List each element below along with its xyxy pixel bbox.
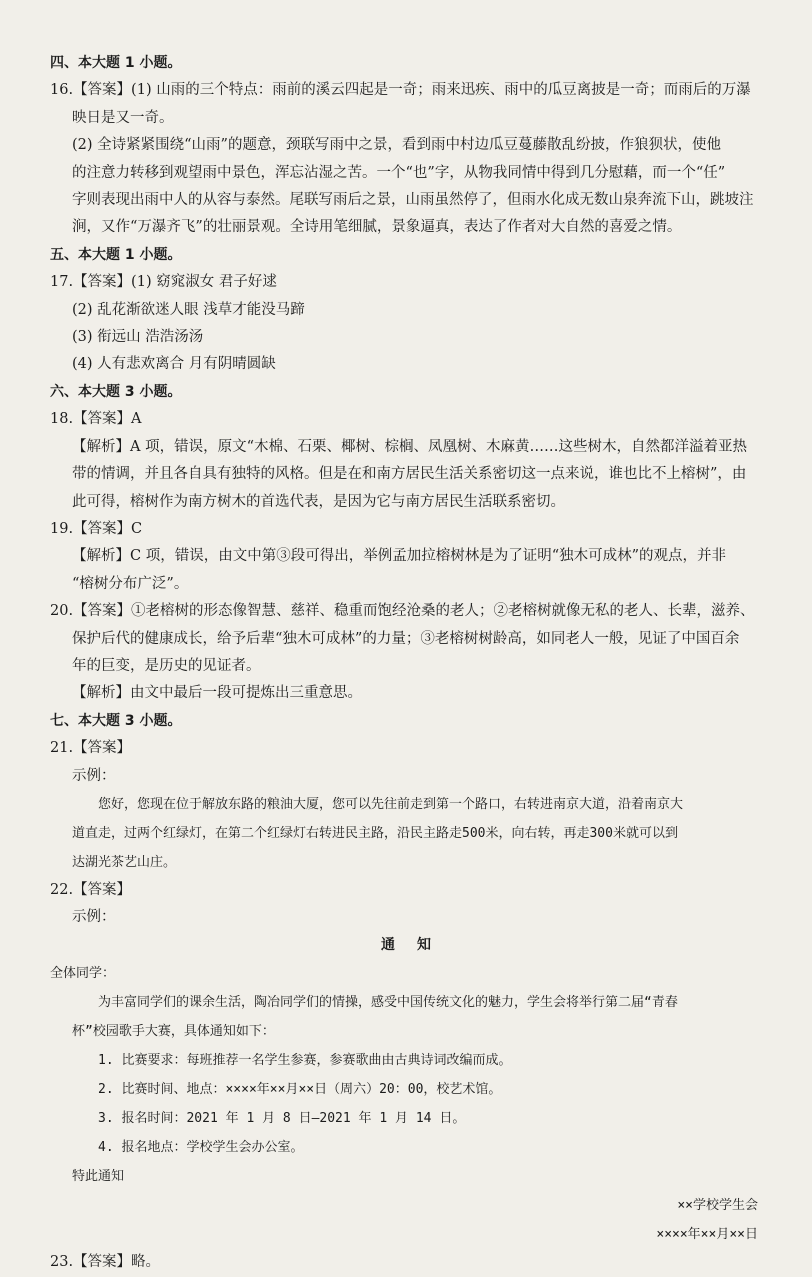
section-heading: 七、本大题 3 小题。 — [50, 712, 182, 729]
text-line: 示例： — [72, 909, 116, 926]
text-line: (4) 人有悲欢离合 月有阴晴圆缺 — [72, 356, 276, 373]
text-line: 19.【答案】C — [50, 520, 143, 537]
text-line: 达湖光茶艺山庄。 — [72, 854, 177, 870]
text-line: 映日是又一奇。 — [72, 109, 174, 126]
notice-title: 通知 — [381, 936, 453, 953]
text-line: (2) 全诗紧紧围绕“山雨”的题意，颈联写雨中之景，看到雨中村边瓜豆蔓藤散乱纷披，作狼狈状，使他 — [72, 137, 721, 154]
text-line: 20.【答案】①老榕树的形态像智慧、慈祥、稳重而饱经沧桑的老人；②老榕树就像无私的老人、长辈，滋养、 — [50, 603, 755, 620]
notice-date: ××××年××月××日 — [656, 1227, 758, 1243]
text-line: 16.【答案】(1) 山雨的三个特点：雨前的溪云四起是一奇；雨来迅疾、雨中的瓜豆离披是一奇；而雨后的万瀑 — [50, 82, 751, 99]
text-line: 您好，您现在位于解放东路的粮油大厦，您可以先往前走到第一个路口，右转进南京大道，沿着南京大 — [98, 796, 684, 812]
notice-salutation: 全体同学： — [50, 966, 116, 982]
section-heading: 五、本大题 1 小题。 — [50, 246, 182, 263]
notice-body: 为丰富同学们的课余生活，陶冶同学们的情操，感受中国传统文化的魅力，学生会将举行第二届“青春 — [98, 995, 678, 1011]
section-heading: 四、本大题 1 小题。 — [50, 55, 182, 71]
text-line: 带的情调，并且各自具有独特的风格。但是在和南方居民生活关系密切这一点来说，谁也比不上榕树”，由 — [72, 466, 747, 483]
text-line: 18.【答案】A — [50, 411, 142, 428]
text-line: (2) 乱花渐欲迷人眼 浅草才能没马蹄 — [72, 301, 305, 318]
text-line: 此可得，榕树作为南方树木的首选代表，是因为它与南方居民生活联系密切。 — [72, 493, 565, 510]
text-line: 保护后代的健康成长，给予后辈“独木可成林”的力量；③老榕树树龄高，如同老人一般，见证了中国百余 — [72, 630, 740, 647]
notice-closing: 特此通知 — [72, 1169, 125, 1185]
text-line: 17.【答案】(1) 窈窕淑女 君子好逑 — [50, 274, 277, 291]
answer-18 — [50, 406, 762, 516]
text-line: 的注意力转移到观望雨中景色，浑忘沾湿之苦。一个“也”字，从物我同情中得到几分慰藉，而一个“任” — [72, 164, 726, 181]
answer-21 — [50, 735, 762, 877]
notice-item: 1. 比赛要求：每班推荐一名学生参赛，参赛歌曲由古典诗词改编而成。 — [98, 1053, 512, 1069]
answer-16 — [50, 77, 762, 241]
text-line: 【解析】A 项，错误，原文“木棉、石栗、椰树、棕榈、凤凰树、木麻黄……这些树木，自然都洋溢着亚热 — [72, 438, 747, 455]
notice-item: 4. 报名地点：学校学生会办公室。 — [98, 1140, 304, 1156]
text-line: 23.【答案】略。 — [50, 1254, 161, 1271]
notice-item: 3. 报名时间：2021 年 1 月 8 日—2021 年 1 月 14 日。 — [98, 1111, 466, 1127]
answer-23 — [50, 1249, 762, 1276]
text-line: 【解析】由文中最后一段可提炼出三重意思。 — [72, 685, 362, 702]
answer-17 — [50, 269, 762, 379]
answer-20 — [50, 598, 762, 708]
text-line: 【解析】C 项，错误，由文中第③段可得出，举例孟加拉榕树林是为了证明“独木可成林”的观点，并非 — [72, 548, 727, 565]
notice-body: 杯”校园歌手大赛，具体通知如下： — [72, 1024, 275, 1040]
text-line: 年的巨变，是历史的见证者。 — [72, 657, 261, 674]
text-line: (3) 衔远山 浩浩汤汤 — [72, 329, 204, 346]
notice-item: 2. 比赛时间、地点：××××年××月××日（周六）20：00，校艺术馆。 — [98, 1082, 502, 1098]
text-line: 示例： — [72, 767, 116, 784]
text-line: 涧，又作“万瀑齐飞”的壮丽景观。全诗用笔细腻，景象逼真，表达了作者对大自然的喜爱之情。 — [72, 219, 682, 236]
answer-19 — [50, 516, 762, 598]
text-line: 22.【答案】 — [50, 881, 132, 898]
text-line: 道直走，过两个红绿灯，在第二个红绿灯右转进民主路，沿民主路走500米，向右转，再走300米就可以到 — [72, 825, 678, 841]
notice-signature: ××学校学生会 — [677, 1198, 758, 1214]
section-heading: 六、本大题 3 小题。 — [50, 383, 182, 400]
text-line: 21.【答案】 — [50, 740, 132, 757]
text-line: “榕树分布广泛”。 — [72, 575, 189, 592]
text-line: 字则表现出雨中人的从容与泰然。尾联写雨后之景，山雨虽然停了，但雨水化成无数山泉奔流下山，跳坡注 — [72, 192, 754, 209]
answer-22 — [50, 877, 762, 1249]
